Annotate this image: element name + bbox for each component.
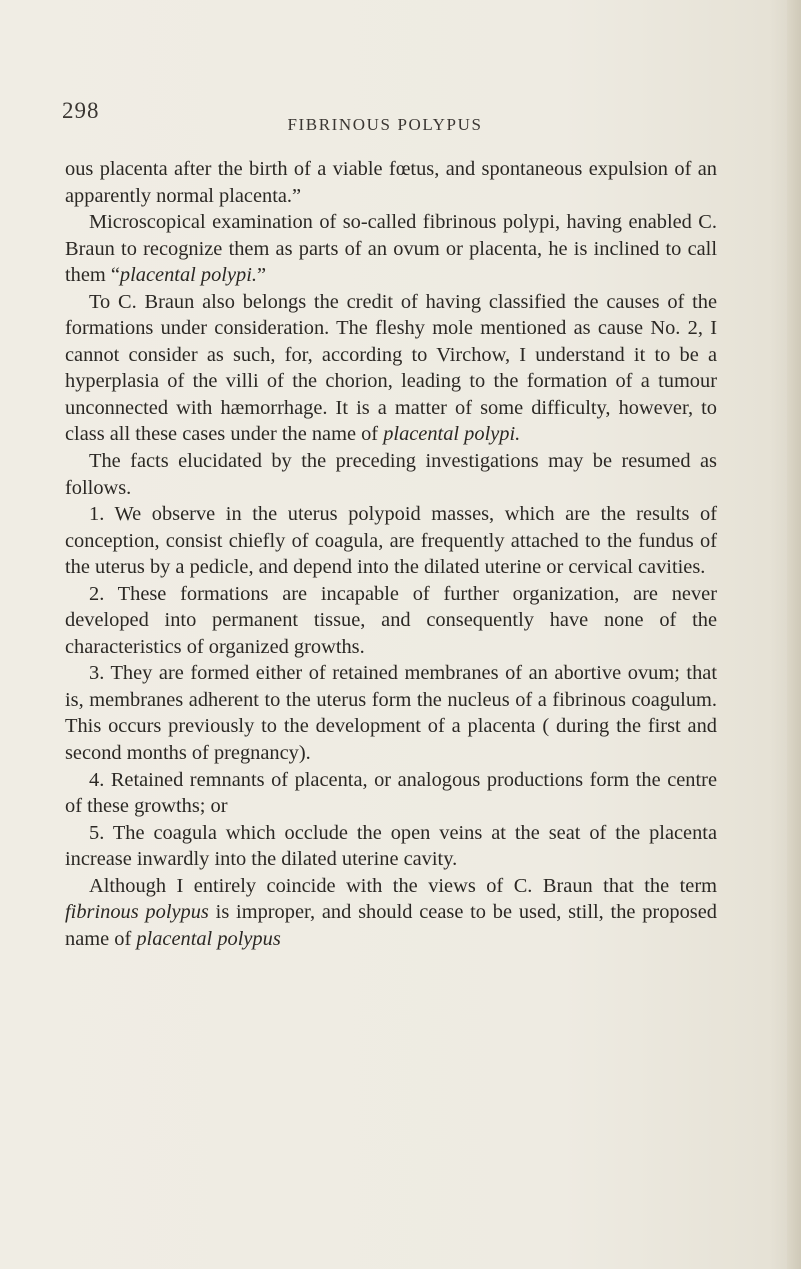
paragraph [65, 581, 717, 661]
paragraph [65, 501, 717, 581]
paragraph [65, 767, 717, 820]
italic-term: fibrinous polypus [65, 901, 209, 924]
paragraph [65, 820, 717, 873]
text-segment: The facts elucidated by the preceding investigations may be resumed as follows. [65, 450, 717, 499]
text-segment: is improper, and should cease to be used, still, the proposed name of [65, 901, 717, 950]
text-segment: ” [256, 264, 267, 287]
paragraph [65, 156, 717, 209]
paragraph [65, 448, 717, 501]
text-segment: 4. Retained remnants of placenta, or analogous productions form the centre of these growths; or [65, 768, 717, 818]
italic-term: placental polypi. [119, 264, 257, 287]
text-segment: ous placenta after the birth of a viable fœtus, and spontaneous expulsion of an apparently normal placenta.” [65, 158, 717, 207]
text-segment: To C. Braun also belongs the credit of having classified the causes of the formations under consideration. The fleshy mole mentioned as cause No. 2, I cannot consider as such, for, according to Virchow, I understand it to be a hyperplasia of the villi of the chorion, leading to the formation of a tumour unconnected with hæmorrhage. It is a matter of some difficulty, however, to class all these cases under the name of [65, 290, 717, 446]
paragraph [65, 873, 717, 953]
paragraph [65, 660, 717, 766]
text-segment: Although I entirely coincide with the views of C. Braun that the term [89, 874, 717, 897]
paragraph [65, 209, 717, 289]
text-segment: 5. The coagula which occlude the open veins at the seat of the placenta increase inwardly into the dilated uterine cavity. [65, 821, 717, 871]
text-segment: 3. They are formed either of retained membranes of an abortive ovum; that is, membranes adherent to the uterus form the nucleus of a fibrinous coagulum. This occurs previously to the development of a placenta ( during the first and second months of pregnancy). [65, 662, 717, 765]
page-number: 298 [62, 98, 100, 123]
text-segment: 2. These formations are incapable of further organization, are never developed into permanent tissue, and consequently have none of the characteristics of organized growths. [65, 582, 717, 658]
italic-term: placental polypi. [383, 423, 521, 446]
body-text [65, 156, 717, 952]
page-edge-shadow [787, 0, 801, 1269]
text-segment: Microscopical examination of so-called fibrinous polypi, having enabled C. Braun to recognize them as parts of an ovum or placenta, he is inclined to call them “ [65, 211, 717, 287]
running-head: FIBRINOUS POLYPUS [287, 115, 483, 134]
text-segment: 1. We observe in the uterus polypoid masses, which are the results of conception, consist chiefly of coagula, are frequently attached to the fundus of the uterus by a pedicle, and depend into the dilated uterine or cervical cavities. [65, 503, 717, 579]
paragraph [65, 289, 717, 448]
italic-term: placental polypus [136, 927, 281, 950]
